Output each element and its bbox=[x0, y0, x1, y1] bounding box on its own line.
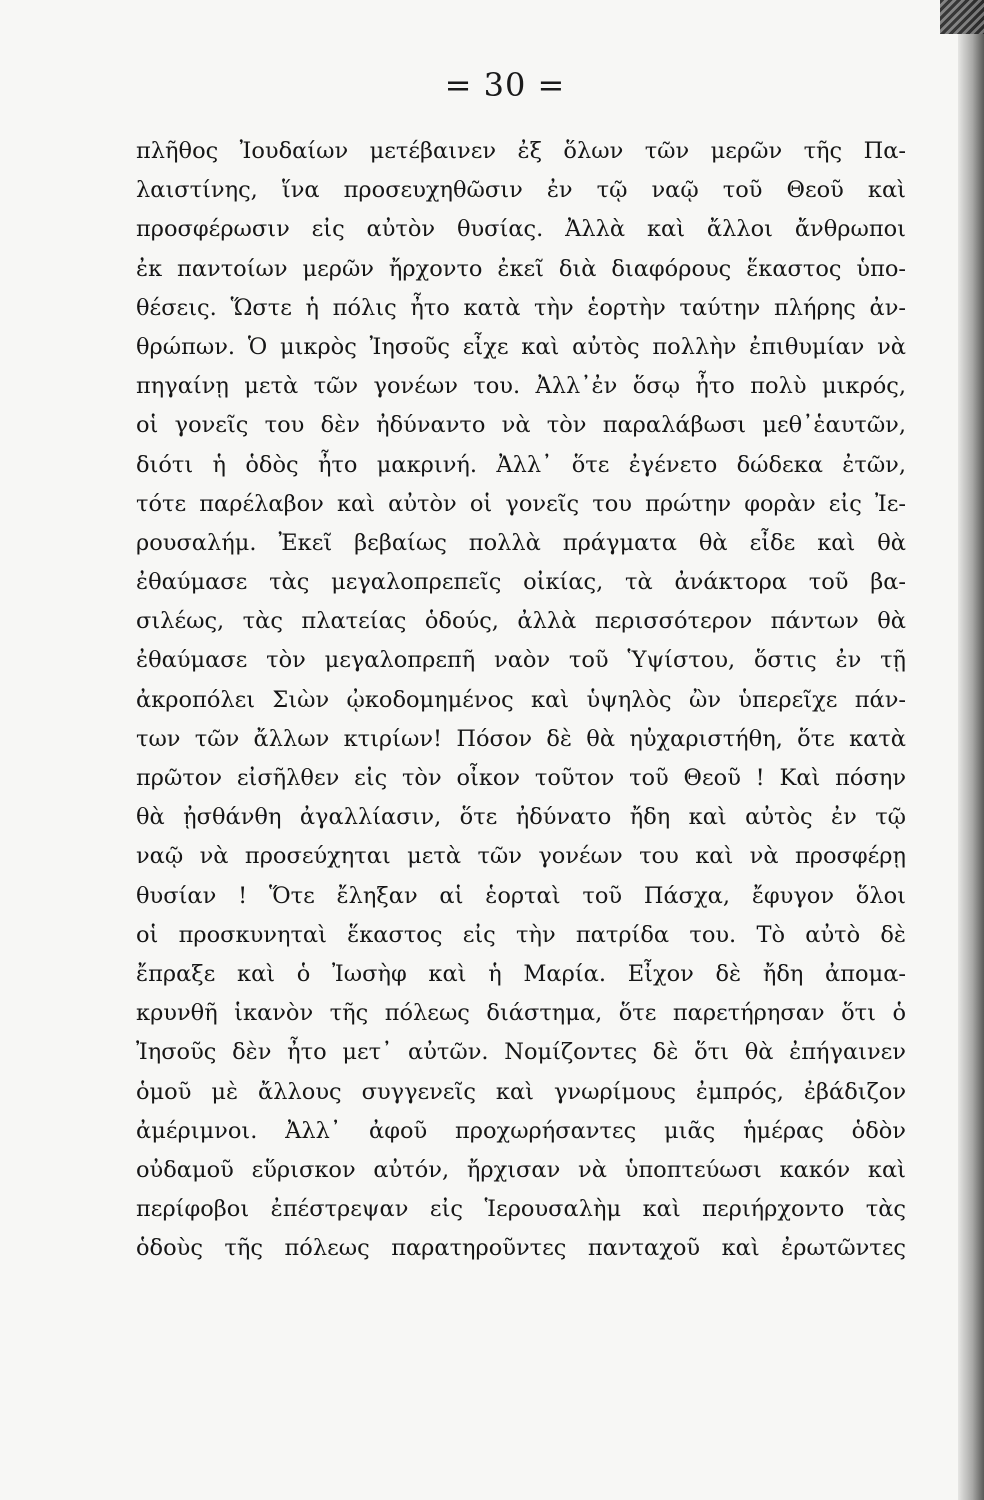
text-line: περίφοβοι ἐπέστρεψαν εἰς Ἱερουσαλὴμ καὶ περιήρχοντο τὰς bbox=[136, 1196, 906, 1223]
text-line: Ἰησοῦς δὲν ἦτο μετ᾽ αὐτῶν. Νομίζοντες δὲ ὅτι θὰ ἐπήγαινεν bbox=[136, 1039, 906, 1066]
page-edge-shadow bbox=[958, 0, 984, 1500]
text-line: πλῆθος Ἰουδαίων μετέβαινεν ἐξ ὅλων τῶν μερῶν τῆς Πα- bbox=[136, 138, 906, 164]
text-line: ἀκροπόλει Σιὼν ᾠκοδομημένος καὶ ὑψηλὸς ὢν ὑπερεῖχε πάν- bbox=[136, 686, 906, 713]
text-line: ρουσαλήμ. Ἐκεῖ βεβαίως πολλὰ πράγματα θὰ εἶδε καὶ θὰ bbox=[136, 529, 906, 556]
text-line: ἐθαύμασε τὰς μεγαλοπρεπεῖς οἰκίας, τὰ ἀνάκτορα τοῦ βα- bbox=[136, 569, 906, 596]
text-line: θρώπων. Ὁ μικρὸς Ἰησοῦς εἶχε καὶ αὐτὸς πολλὴν ἐπιθυμίαν νὰ bbox=[136, 333, 906, 360]
text-line: πηγαίνῃ μετὰ τῶν γονέων του. Ἀλλ᾽ἐν ὅσῳ ἦτο πολὺ μικρός, bbox=[136, 373, 906, 400]
text-line: ἔπραξε καὶ ὁ Ἰωσὴφ καὶ ἡ Μαρία. Εἶχον δὲ ἤδη ἀπομα- bbox=[136, 960, 906, 987]
text-line: λαιστίνης, ἵνα προσευχηθῶσιν ἐν τῷ ναῷ τοῦ Θεοῦ καὶ bbox=[136, 177, 906, 204]
text-line: ἀμέριμνοι. Ἀλλ᾽ ἀφοῦ προχωρήσαντες μιᾶς ἡμέρας ὁδὸν bbox=[136, 1117, 906, 1144]
text-line: τότε παρέλαβον καὶ αὐτὸν οἱ γονεῖς του πρώτην φορὰν εἰς Ἰε- bbox=[136, 490, 906, 517]
text-line: ἐθαύμασε τὸν μεγαλοπρεπῆ ναὸν τοῦ Ὑψίστου, ὅστις ἐν τῇ bbox=[136, 647, 906, 674]
text-line: κρυνθῆ ἱκανὸν τῆς πόλεως διάστημα, ὅτε παρετήρησαν ὅτι ὁ bbox=[136, 1000, 906, 1027]
text-line: σιλέως, τὰς πλατείας ὁδούς, ἀλλὰ περισσότερον πάντων θὰ bbox=[136, 608, 906, 635]
text-line: ὁδοὺς τῆς πόλεως παρατηροῦντες πανταχοῦ καὶ ἐρωτῶντες bbox=[136, 1235, 906, 1262]
text-line: ὁμοῦ μὲ ἄλλους συγγενεῖς καὶ γνωρίμους ἐμπρός, ἐβάδιζον bbox=[136, 1078, 906, 1105]
text-line: οἱ προσκυνηταὶ ἕκαστος εἰς τὴν πατρίδα του. Τὸ αὐτὸ δὲ bbox=[136, 921, 906, 948]
text-line: οἱ γονεῖς του δὲν ἠδύναντο νὰ τὸν παραλάβωσι μεθ᾽ἑαυτῶν, bbox=[136, 412, 906, 439]
text-line: ἐκ παντοίων μερῶν ἤρχοντο ἐκεῖ διὰ διαφόρους ἕκαστος ὑπο- bbox=[136, 255, 906, 282]
text-line: πρῶτον εἰσῆλθεν εἰς τὸν οἶκον τοῦτον τοῦ Θεοῦ ! Καὶ πόσην bbox=[136, 765, 906, 791]
text-line: των τῶν ἄλλων κτιρίων! Πόσον δὲ θὰ ηὐχαριστήθη, ὅτε κατὰ bbox=[136, 725, 906, 752]
text-line: ναῷ νὰ προσεύχηται μετὰ τῶν γονέων του καὶ νὰ προσφέρῃ bbox=[136, 843, 906, 870]
body-text bbox=[136, 132, 906, 1268]
text-line: θὰ ᾐσθάνθη ἀγαλλίασιν, ὅτε ἠδύνατο ἤδη καὶ αὐτὸς ἐν τῷ bbox=[136, 804, 906, 831]
text-line: προσφέρωσιν εἰς αὐτὸν θυσίας. Ἀλλὰ καὶ ἄλλοι ἄνθρωποι bbox=[136, 216, 906, 243]
scan-corner-mark bbox=[940, 0, 984, 34]
text-line: διότι ἡ ὁδὸς ἦτο μακρινή. Ἀλλ᾽ ὅτε ἐγένετο δώδεκα ἐτῶν, bbox=[136, 451, 906, 478]
text-line: οὐδαμοῦ εὕρισκον αὐτόν, ἤρχισαν νὰ ὑποπτεύωσι κακόν καὶ bbox=[136, 1156, 906, 1183]
text-line: θέσεις. Ὥστε ἡ πόλις ἦτο κατὰ τὴν ἑορτὴν ταύτην πλήρης ἀν- bbox=[136, 294, 906, 321]
text-line: θυσίαν ! Ὅτε ἔληξαν αἱ ἑορταὶ τοῦ Πάσχα, ἔφυγον ὅλοι bbox=[136, 882, 906, 909]
page-number: = 30 = bbox=[444, 66, 566, 104]
